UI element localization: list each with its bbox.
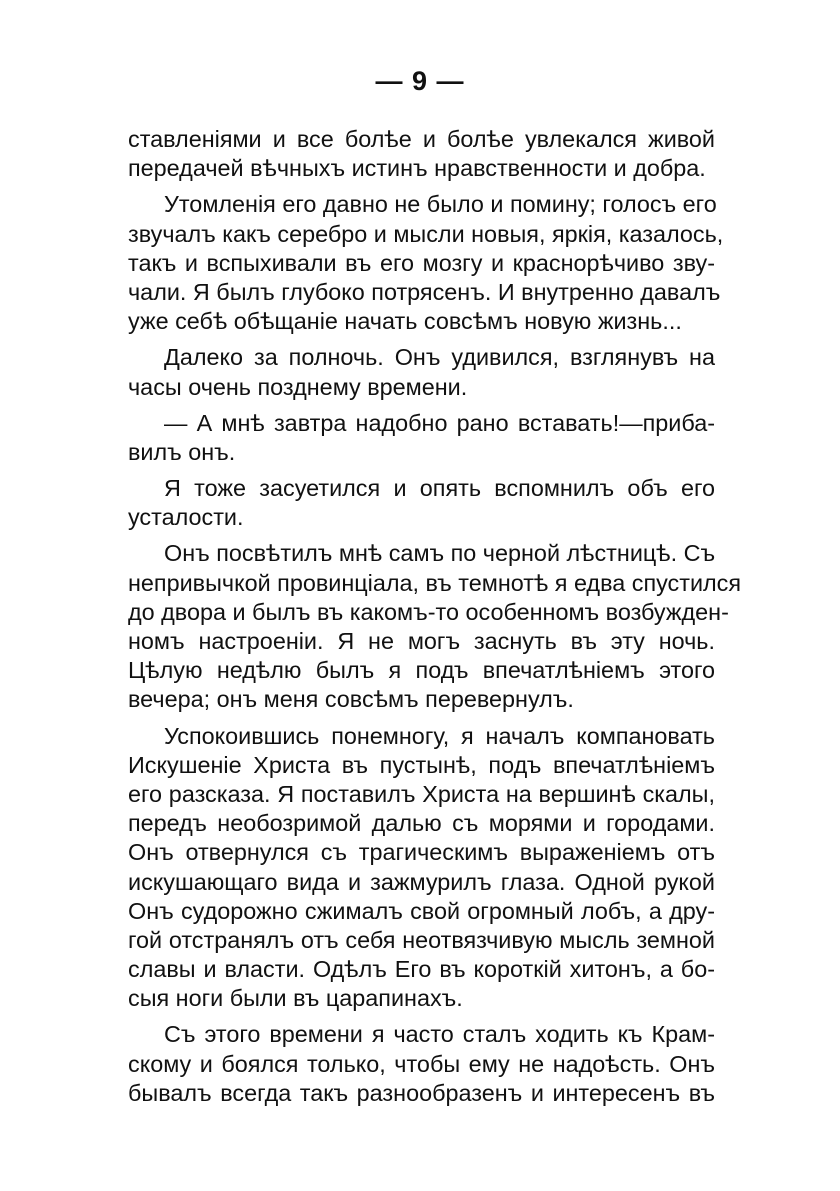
text-line: непривычкой провинціала, въ темнотѣ я едва спустился xyxy=(128,569,742,596)
paragraph xyxy=(128,190,724,336)
text-line: гой отстранялъ отъ себя неотвязчивую мысль земной xyxy=(128,926,715,953)
text-line: Успокоившись понемногу, я началъ компановать xyxy=(164,722,715,749)
text-line: усталости. xyxy=(128,504,244,531)
paragraph xyxy=(128,409,715,467)
text-line: сыя ноги были въ царапинахъ. xyxy=(128,985,463,1012)
paragraph xyxy=(128,343,715,401)
page-number: — 9 — xyxy=(375,66,465,96)
text-line: Онъ отвернулся съ трагическимъ выраженіемъ отъ xyxy=(128,839,715,866)
text-line: Искушеніе Христа въ пустынѣ, подъ впечатлѣніемъ xyxy=(128,751,715,778)
text-line: Цѣлую недѣлю былъ я подъ впечатлѣніемъ этого xyxy=(128,657,715,684)
text-line: — А мнѣ завтра надобно рано вставать!—приба- xyxy=(164,409,715,436)
text-line: бывалъ всегда такъ разнообразенъ и интересенъ въ xyxy=(128,1079,715,1106)
text-line: передъ необозримой далью съ морями и городами. xyxy=(128,810,715,837)
text-line: Онъ посвѣтилъ мнѣ самъ по черной лѣстницѣ. Съ xyxy=(164,540,716,567)
text-line: ставленіями и все болѣе и болѣе увлекался живой xyxy=(128,126,715,152)
text-body xyxy=(128,125,742,1108)
text-line: Онъ судорожно сжималъ свой огромный лобъ, а дру- xyxy=(128,897,715,924)
text-line: такъ и вспыхивали въ его мозгу и краснорѣчиво зву- xyxy=(128,249,715,276)
text-line: Утомленія его давно не было и помину; голосъ его xyxy=(164,191,717,218)
text-line: вилъ онъ. xyxy=(128,438,236,465)
paragraph xyxy=(128,125,715,183)
text-line: часы очень позднему времени. xyxy=(128,373,468,400)
text-line: Я тоже засуетился и опять вспомнилъ объ его xyxy=(164,475,715,502)
text-line: его разсказа. Я поставилъ Христа на вершинѣ скалы, xyxy=(128,780,715,807)
text-line: славы и власти. Одѣлъ Его въ короткій хитонъ, а бо- xyxy=(128,956,715,983)
text-line: скому и боялся только, чтобы ему не надоѣсть. Онъ xyxy=(128,1050,715,1077)
text-line: чали. Я былъ глубоко потрясенъ. И внутренно давалъ xyxy=(128,278,721,305)
text-line: передачей вѣчныхъ истинъ нравственности и добра. xyxy=(128,155,706,182)
paragraph xyxy=(128,722,715,1014)
text-line: Съ этого времени я часто сталъ ходить къ Крам- xyxy=(164,1021,715,1048)
paragraph xyxy=(128,474,715,532)
text-line: вечера; онъ меня совсѣмъ перевернулъ. xyxy=(128,686,574,713)
text-line: до двора и былъ въ какомъ-то особенномъ возбужден- xyxy=(128,598,729,625)
text-line: номъ настроеніи. Я не могъ заснуть въ эту ночь. xyxy=(128,628,715,654)
paragraph xyxy=(128,539,742,714)
text-line: звучалъ какъ серебро и мысли новыя, яркія, казалось, xyxy=(128,220,724,247)
paragraph xyxy=(128,1020,715,1108)
text-line: уже себѣ обѣщаніе начать совсѣмъ новую жизнь... xyxy=(128,308,682,335)
text-line: Далеко за полночь. Онъ удивился, взглянувъ на xyxy=(164,344,715,371)
text-line: искушающаго вида и зажмурилъ глаза. Одной рукой xyxy=(128,868,715,895)
